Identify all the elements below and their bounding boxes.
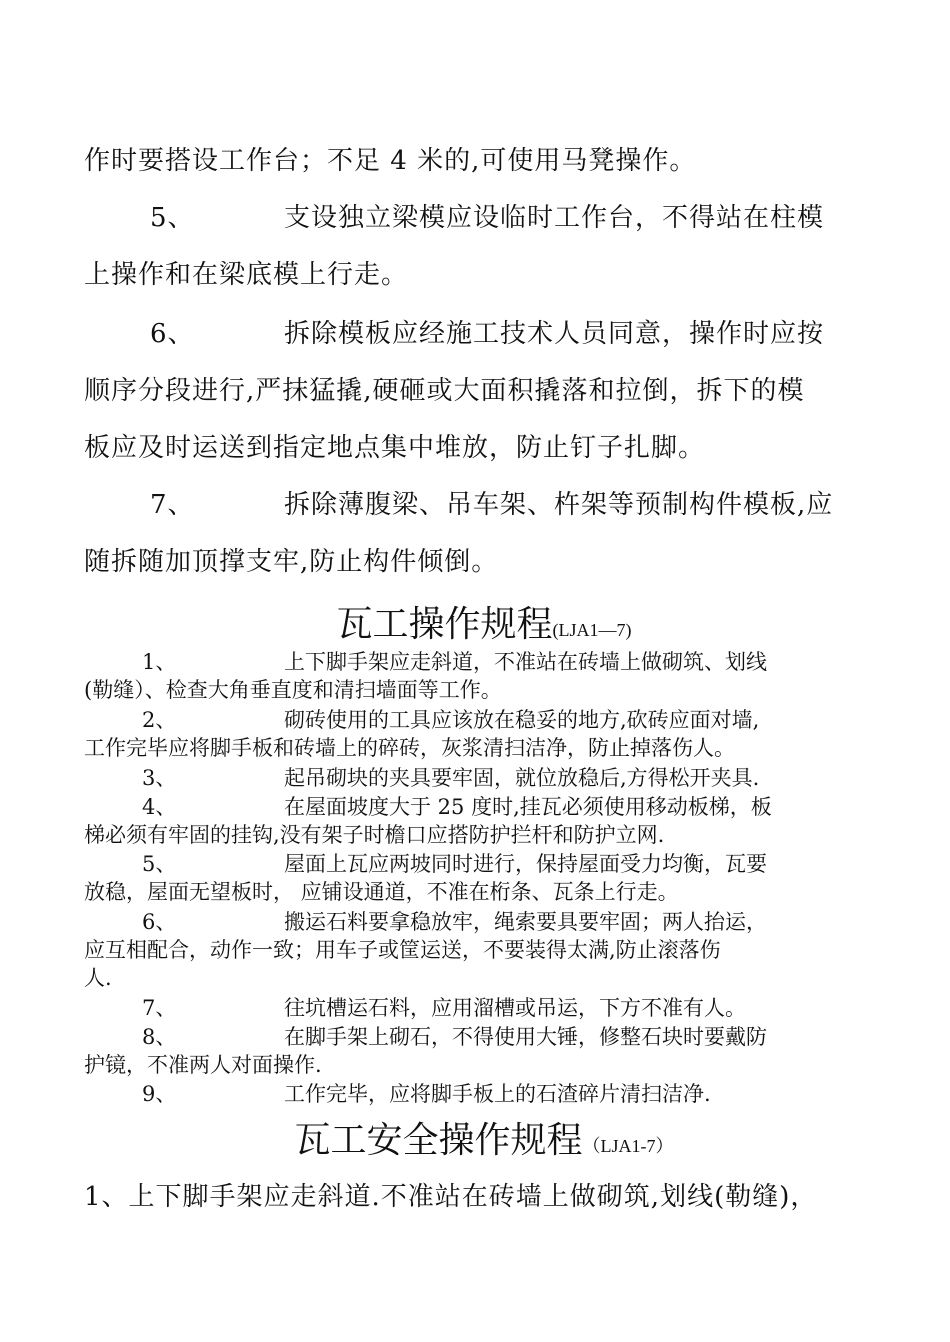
item-text: 在屋面坡度大于 25 度时,挂瓦必须使用移动板梯，板 [284, 795, 772, 819]
item-text-continued: 护镜，不准两人对面操作. [84, 1053, 322, 1077]
item-text-continued: 板应及时运送到指定地点集中堆放，防止钉子扎脚。 [84, 433, 706, 463]
item-text-continued: 放稳，屋面无望板时， 应铺设通道，不准在桁条、瓦条上行走。 [84, 880, 679, 904]
item-text: 拆除模板应经施工技术人员同意，操作时应按 [284, 319, 825, 349]
item-text: 起吊砌块的夹具要牢固，就位放稳后,方得松开夹具. [284, 766, 760, 790]
item-text: 上下脚手架应走斜道，不准站在砖墙上做砌筑、划线 [284, 650, 767, 674]
item-text-continued: 随拆随加顶撑支牢,防止构件倾倒。 [84, 547, 499, 577]
item-text-continued: 上操作和在梁底模上行走。 [84, 260, 409, 290]
item-number: 4、 [142, 795, 177, 819]
section-title: 瓦工安全操作规程 [294, 1120, 583, 1161]
section-code: （LJA1-7） [582, 1136, 674, 1156]
item-number: 5、 [142, 852, 177, 876]
item-text: 在脚手架上砌石，不得使用大锤，修整石块时要戴防 [284, 1025, 767, 1049]
item-number: 7、 [150, 490, 195, 520]
item-text-continued: 梯必须有牢固的挂钩,没有架子时檐口应搭防护拦杆和防护立网. [84, 823, 665, 847]
item-text: 屋面上瓦应两坡同时进行，保持屋面受力均衡，瓦要 [284, 852, 767, 876]
paragraph-line: 作时要搭设工作台；不足 4 米的,可使用马凳操作。 [84, 146, 697, 176]
section-title: 瓦工操作规程 [336, 604, 553, 645]
item-text: 往坑槽运石料，应用溜槽或吊运，下方不准有人。 [284, 996, 746, 1020]
item-number: 3、 [142, 766, 177, 790]
item-text: 砌砖使用的工具应该放在稳妥的地方,砍砖应面对墙, [284, 708, 760, 732]
item-text: 搬运石料要拿稳放牢，绳索要具要牢固；两人抬运， [284, 910, 767, 934]
section-code: (LJA1—7) [552, 620, 632, 640]
section-heading [84, 1112, 884, 1163]
item-text-continued: 工作完毕应将脚手板和砖墙上的碎砖，灰浆清扫洁净，防止掉落伤人。 [84, 736, 735, 760]
item-number: 5、 [150, 203, 195, 233]
item-text: 支设独立梁模应设临时工作台，不得站在柱模 [284, 203, 825, 233]
item-number: 6、 [150, 319, 195, 349]
item-number: 7、 [142, 996, 177, 1020]
item-number: 8、 [142, 1025, 177, 1049]
item-number: 1、 [142, 650, 177, 674]
item-text: 拆除薄腹梁、吊车架、杵架等预制构件模板,应 [284, 490, 834, 520]
item-number: 9、 [142, 1082, 177, 1106]
item-text-continued: 人. [84, 966, 112, 990]
item-number: 6、 [142, 910, 177, 934]
item-text-continued: 应互相配合，动作一致；用车子或筐运送，不要装得太满,防止滚落伤 [84, 938, 721, 962]
item-number: 2、 [142, 708, 177, 732]
item-text-continued: 顺序分段进行,严抹猛撬,硬砸或大面积撬落和拉倒，拆下的模 [84, 376, 805, 406]
paragraph-line: 1、上下脚手架应走斜道.不准站在砖墙上做砌筑,划线(勒缝)， [84, 1182, 818, 1212]
item-text-continued: (勒缝）、检查大角垂直度和清扫墙面等工作。 [84, 678, 502, 702]
section-heading [84, 596, 884, 647]
item-text: 工作完毕，应将脚手板上的石渣碎片清扫洁净. [284, 1082, 711, 1106]
